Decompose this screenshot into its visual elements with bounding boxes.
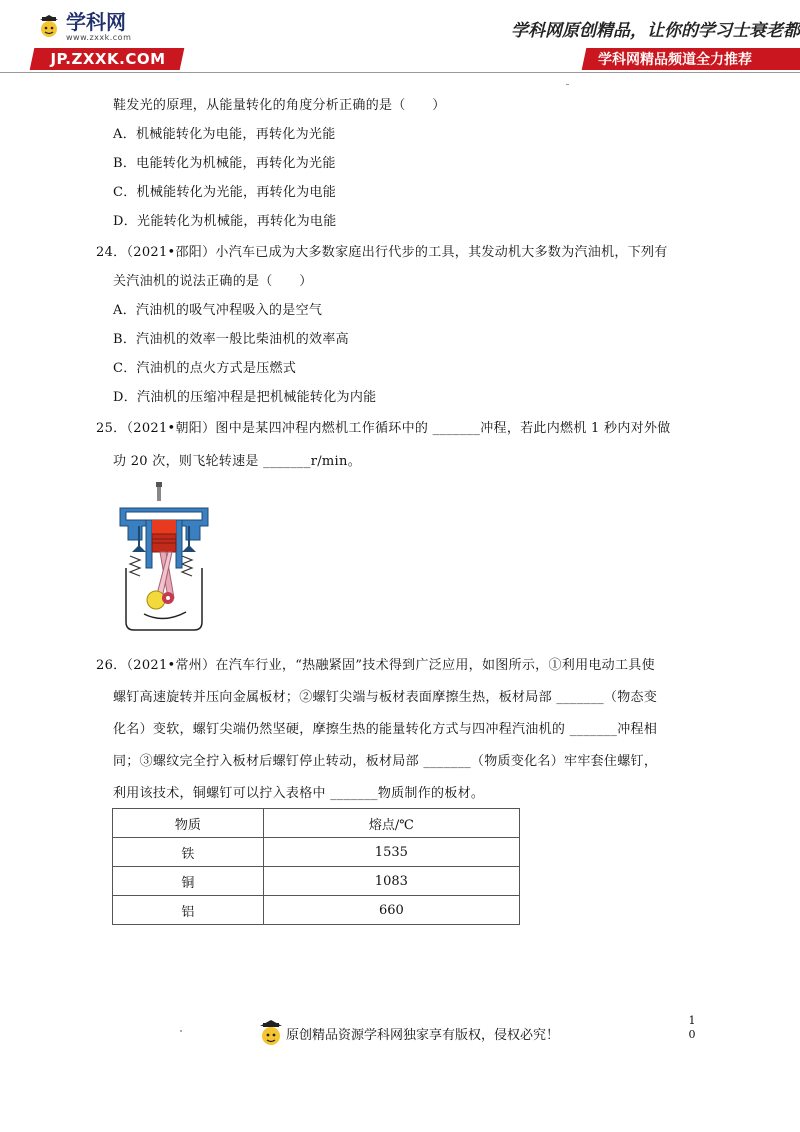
- table-row: [113, 896, 520, 925]
- table-header-row: [113, 809, 520, 838]
- table-cell: 1083: [263, 867, 519, 896]
- q23-option-a: A．机械能转化为电能，再转化为光能: [113, 127, 336, 142]
- header-divider: [0, 72, 800, 73]
- page-number: [686, 1014, 698, 1042]
- header-slogan: 学科网原创精品，让你的学习士衰老都: [511, 21, 800, 41]
- table-cell: 铝: [113, 896, 264, 925]
- q26-stem-line3: 化名）变软，螺钉尖端仍然坚硬，摩擦生热的能量转化方式与四冲程汽油机的 _______冲程相: [113, 722, 658, 737]
- page-number-digit: 1: [688, 1014, 696, 1027]
- brand-site: www.zxxk.com: [66, 32, 132, 42]
- q24-option-a: A．汽油机的吸气冲程吸入的是空气: [113, 303, 323, 318]
- mascot-icon: [38, 14, 60, 40]
- q23-option-b: B．电能转化为机械能，再转化为光能: [113, 156, 336, 171]
- footer-copyright: 原创精品资源学科网独家享有版权，侵权必究！: [286, 1028, 560, 1043]
- q25-stem-line2: 功 20 次，则飞轮转速是 _______r/min。: [113, 454, 361, 469]
- melting-point-table: [112, 808, 520, 925]
- q26-stem-line5: 利用该技术，铜螺钉可以拧入表格中 _______物质制作的板材。: [113, 786, 485, 801]
- header-logo: [38, 9, 178, 42]
- table-row: [113, 838, 520, 867]
- q23-option-c: C．机械能转化为光能，再转化为电能: [113, 185, 337, 200]
- header-mark: [566, 84, 569, 85]
- table-row: [113, 867, 520, 896]
- footer-mark: [180, 1030, 182, 1032]
- table-cell: 1535: [263, 838, 519, 867]
- page-number-digit: 0: [688, 1028, 696, 1041]
- brand-name: 学科网: [66, 9, 126, 34]
- q24-stem-line2: 关汽油机的说法正确的是（ ）: [113, 274, 313, 289]
- q24-option-c: C．汽油机的点火方式是压燃式: [113, 361, 297, 376]
- table-header-cell: 熔点/℃: [263, 809, 519, 838]
- engine-diagram: [116, 482, 212, 632]
- q24-option-b: B．汽油机的效率一般比柴油机的效率高: [113, 332, 349, 347]
- promo-text: 学科网精品频道全力推荐: [598, 52, 752, 68]
- table-header-cell: 物质: [113, 809, 264, 838]
- q23-option-d: D．光能转化为机械能，再转化为电能: [113, 214, 337, 229]
- table-cell: 660: [263, 896, 519, 925]
- footer-mascot-icon: [258, 1018, 284, 1048]
- q24-stem-line1: 24．（2021•邵阳）小汽车已成为大多数家庭出行代步的工具，其发动机大多数为汽油机，下列有: [96, 245, 668, 260]
- table-cell: 铁: [113, 838, 264, 867]
- q24-option-d: D．汽油机的压缩冲程是把机械能转化为内能: [113, 390, 377, 405]
- table-cell: 铜: [113, 867, 264, 896]
- q25-stem-line1: 25．（2021•朝阳）图中是某四冲程内燃机工作循环中的 _______冲程，若此内燃机 1 秒内对外做: [96, 421, 671, 436]
- q23-stem-tail: 鞋发光的原理，从能量转化的角度分析正确的是（ ）: [113, 98, 446, 113]
- badge-text: JP.ZXXK.COM: [50, 50, 166, 68]
- q26-stem-line1: 26．（2021•常州）在汽车行业，“热融紧固”技术得到广泛应用，如图所示，①利用电动工具使: [96, 658, 655, 673]
- q26-stem-line2: 螺钉高速旋转并压向金属板材；②螺钉尖端与板材表面摩擦生热，板材局部 _______（物态变: [113, 690, 658, 705]
- q26-stem-line4: 同；③螺纹完全拧入板材后螺钉停止转动，板材局部 _______（物质变化名）牢牢套住螺钉，: [113, 754, 658, 769]
